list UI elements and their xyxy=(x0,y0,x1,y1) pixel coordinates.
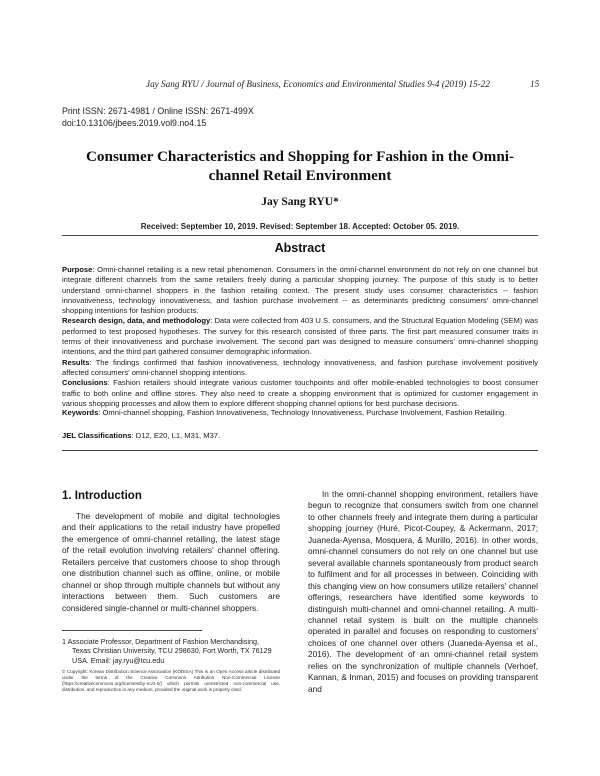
conclusions-text: : Fashion retailers should integrate various customer touchpoints and offer mobile-enabled technologies to boost consumer traffic to both online and offline stores. They also need to create a shopping environment that is optimized for customer engagement in various shopping processes and allow them to explore different shopping channel options for best purchase decisions. xyxy=(62,378,538,408)
doi-line: doi:10.13106/jbees.2019.vol9.no4.15 xyxy=(62,118,207,128)
purpose-label: Purpose xyxy=(62,265,93,274)
jel-label: JEL Classifications xyxy=(62,431,132,440)
author-name: Jay Sang RYU* xyxy=(261,196,339,208)
abstract-heading: Abstract xyxy=(274,241,326,255)
intro-paragraph-left: The development of mobile and digital technologies and their applications to the retail industry have propelled the emergence of omni-channel retailing, the latest stage of the retail evolution involving retailers' channel offering. Retailers perceive that customers choose to shop through one distribution channel such as offline, online, or mobile channel or shop through multiple channels but without any interactions between them. Such customers are considered single-channel or multi-channel shoppers. xyxy=(62,511,280,613)
results-label: Results xyxy=(62,357,90,367)
issn-line: Print ISSN: 2671-4981 / Online ISSN: 2671-499X xyxy=(62,106,254,116)
abstract-bottom-rule xyxy=(62,450,538,451)
submission-dates: Received: September 10, 2019. Revised: September 18. Accepted: October 05. 2019. xyxy=(140,222,460,231)
jel-text: : D12, E20, L1, M31, M37. xyxy=(131,431,221,440)
intro-paragraph-right: In the omni-channel shopping environment, retailers have begun to recognize that consumers switch from one channel to other channels freely and integrate them during a particular shopping journey (Huré, Picot-Coupey, & Ackermann, 2017; Juaneda-Ayensa, Mosquera, & Murillo, 2016). In other words, omni-channel consumers do not rely on one channel but use several available channels spontaneously from product search to fulfilment and for all processes in between. Coinciding with this changing view on how consumers utilize retailers' channel offerings, researchers have identified some keywords to distinguish multi-channel and omni-channel retailing. A multi-channel retail system is built on the multiple channels operated in parallel and focuses on responding to customers' choices of one channel over others (Juaneda-Ayensa et al., 2016). The development of an omni-channel retail system relies on the synchronization of multiple channels (Verhoef, Kannan, & Inman, 2015) and focuses on providing transparent and xyxy=(308,489,538,694)
abstract-conclusions xyxy=(62,378,538,409)
abstract-results xyxy=(62,358,538,379)
author-footnote xyxy=(62,637,280,665)
keywords-line xyxy=(62,408,538,417)
page-number: 15 xyxy=(530,79,540,89)
left-column xyxy=(62,490,280,614)
footnote-line-3: USA. Email: jay.ryu@tcu.edu xyxy=(72,655,165,665)
issn-block xyxy=(62,105,254,129)
footnote-rule xyxy=(62,630,202,631)
purpose-text: : Omni-channel retailing is a new retail phenomenon. Consumers in the omni-channel environment do not rely on one channel but integrate different channels from the same retailers freely during a particular shopping journey. The purpose of this study is to better understand omni-channel shoppers in the fashion retailing context. The present study uses consumer characteristics -- fashion innovativeness, technology innovativeness, and fashion purchase involvement -- as determinants predicting consumers' omni-channel shopping intentions for fashion products. xyxy=(62,265,538,316)
right-column xyxy=(308,489,538,695)
results-text: : The findings confirmed that fashion innovativeness, technology innovativeness, and fashion purchase involvement positively affected consumers' omni-channel shopping intentions. xyxy=(62,357,538,377)
keywords-label: Keywords xyxy=(62,408,99,417)
keywords-text: : Omni-channel shopping, Fashion Innovativeness, Technology Innovativeness, Purchase Involvement, Fashion Retailing. xyxy=(98,408,507,417)
running-head-citation: Jay Sang RYU / Journal of Business, Economics and Environmental Studies 9-4 (2019) 15-22 xyxy=(146,79,490,89)
abstract-purpose xyxy=(62,265,538,316)
footnote-line-2: Texas Christian University, TCU 298630, Fort Worth, TX 76129 xyxy=(72,646,272,656)
introduction-heading: 1. Introduction xyxy=(62,490,142,502)
conclusions-label: Conclusions xyxy=(62,378,108,388)
jel-line xyxy=(62,431,538,440)
paper-title: Consumer Characteristics and Shopping for Fashion in the Omni-channel Retail Environment xyxy=(85,148,515,184)
abstract-design xyxy=(62,316,538,357)
design-label: Research design, data, and methodology xyxy=(62,316,211,326)
copyright-notice: © Copyright: Korean Distribution Science Association (KODISA) This is an Open Access article distributed under the terms of the Creative Commons Attribution Non-Commercial License (https://creativecommons.org/licenses/by-nc/4.0/) which permits unrestricted non-commercial use, distribution, and reproduction in any medium, provided the original work is properly cited. xyxy=(62,669,280,692)
abstract-top-rule xyxy=(62,235,538,236)
abstract-body xyxy=(62,265,538,409)
footnote-line-1: 1 Associate Professor, Department of Fashion Merchandising, xyxy=(62,637,259,646)
design-text: : Data were collected from 403 U.S. consumers, and the Structural Equation Modeling (SEM) was performed to test proposed hypotheses. The survey for this research consisted of three parts. The first part measured consumer traits in terms of their innovativeness and purchase involvement. The second part was designed to measure consumers' omni-channel shopping intentions, and the third part gathered consumer demographic information. xyxy=(62,316,539,357)
